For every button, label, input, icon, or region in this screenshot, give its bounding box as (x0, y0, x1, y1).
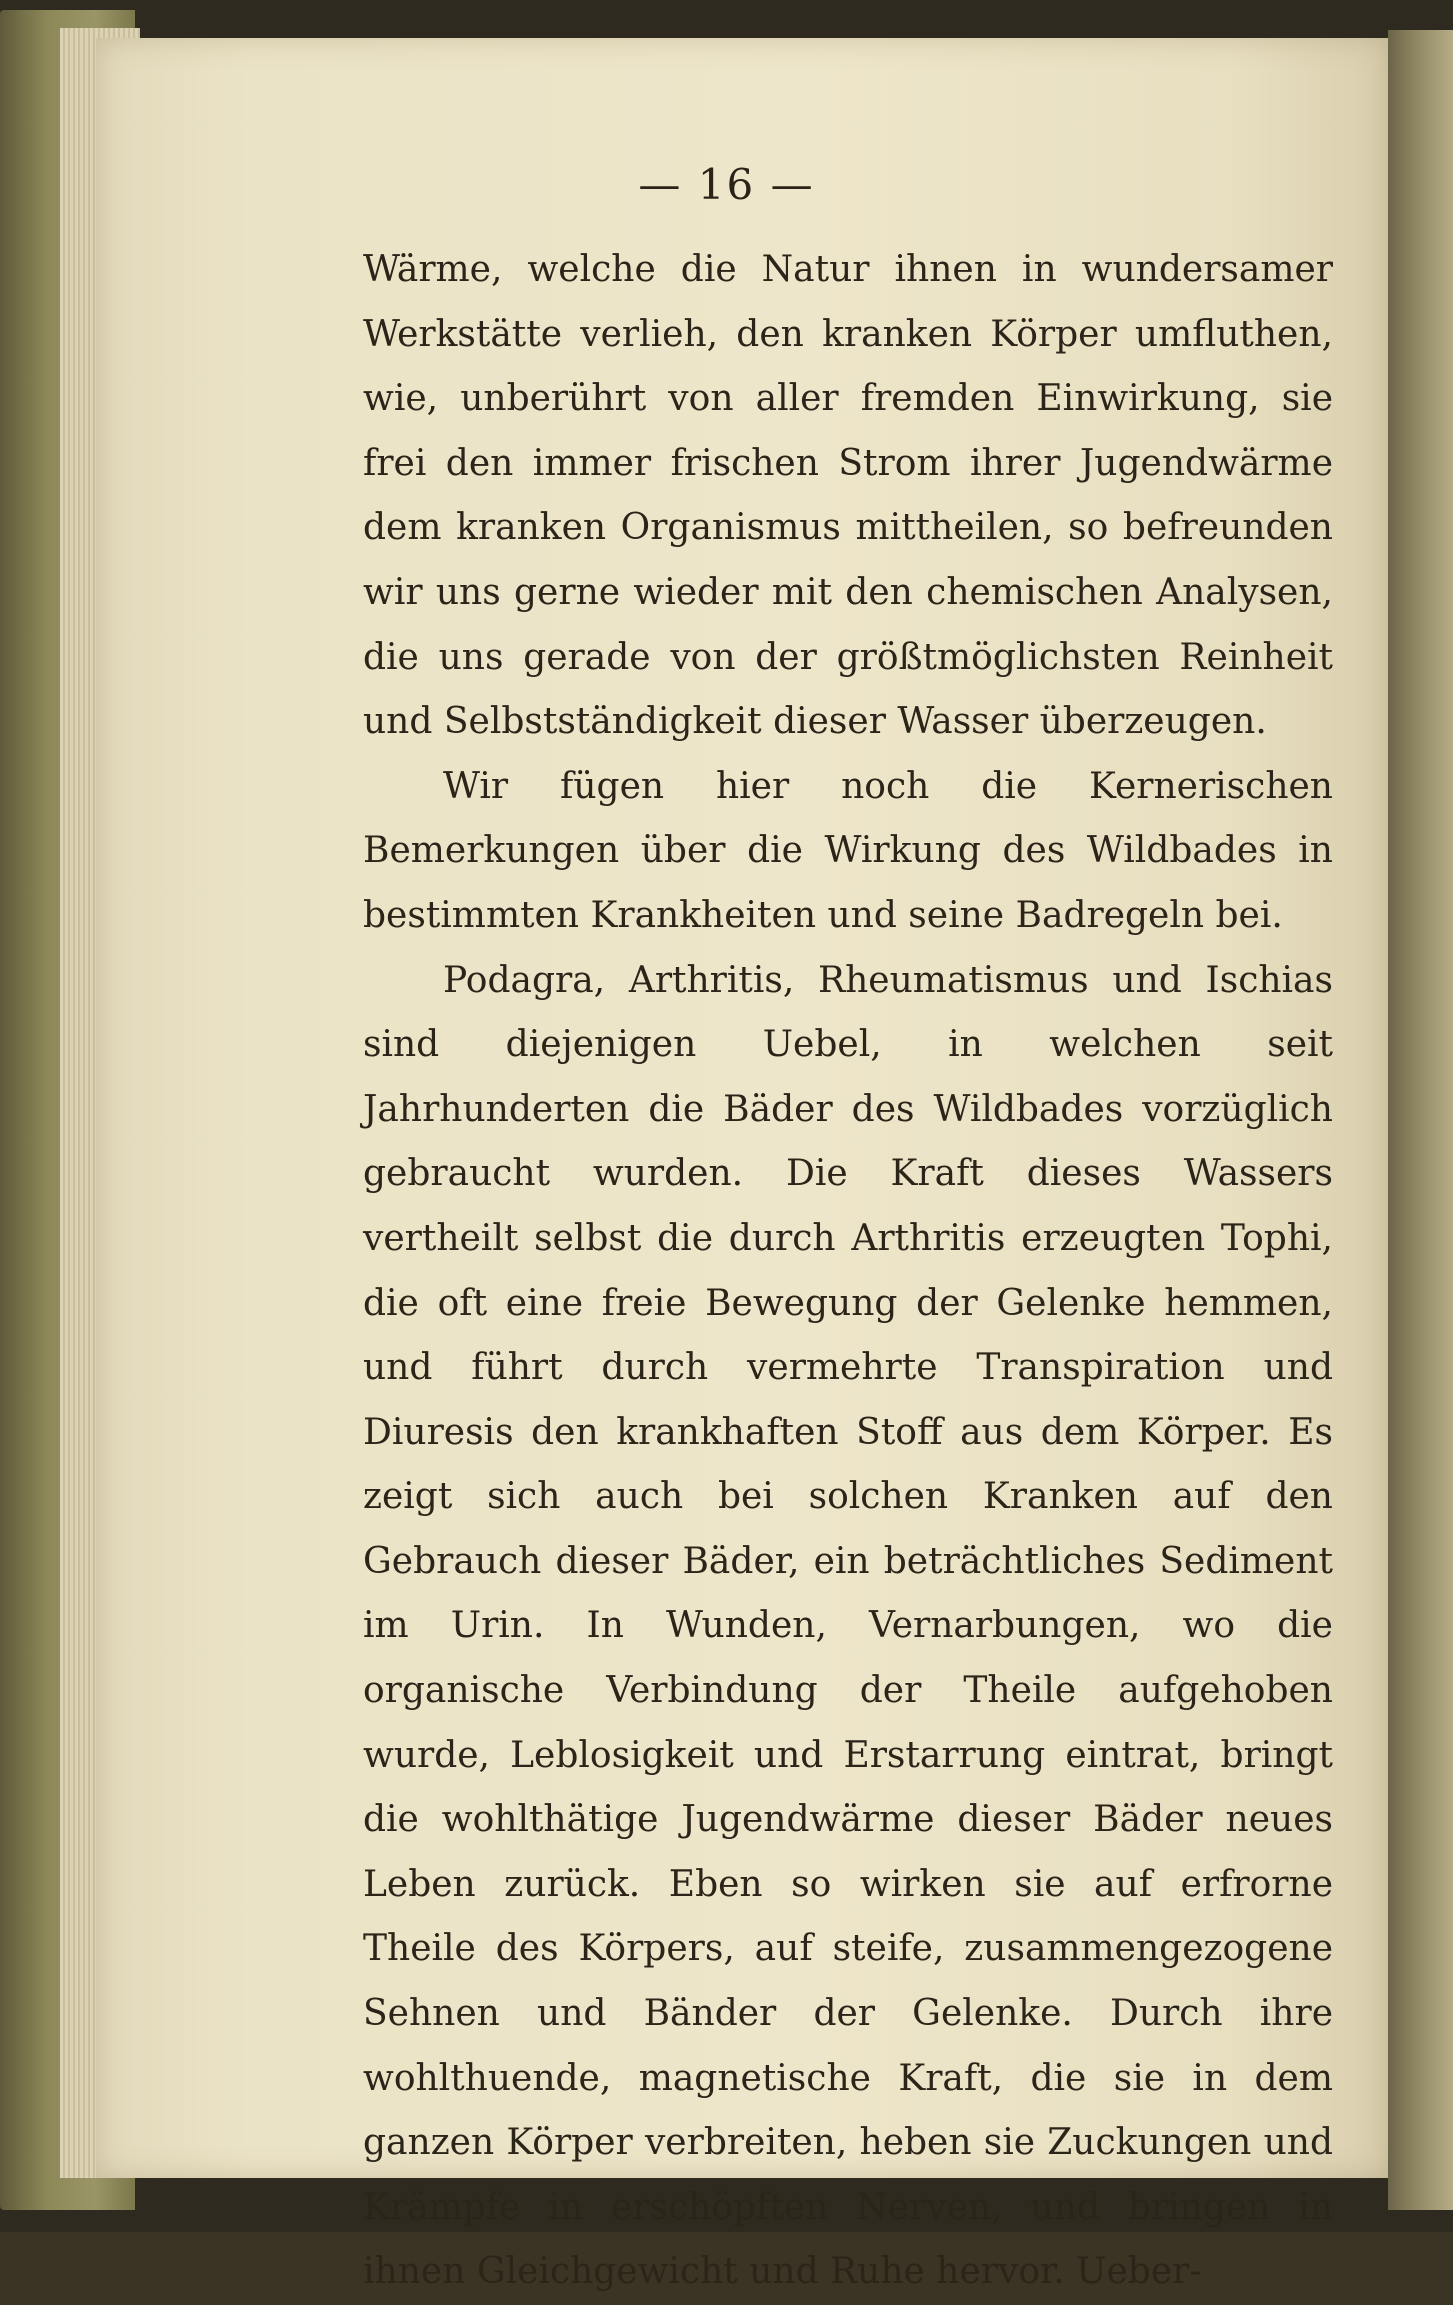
paragraph-3: Podagra, Arthritis, Rheumatismus und Ischias sind diejenigen Uebel, in welchen seit Jahrhunderten die Bäder des Wildbades vorzüglich gebraucht wurden. Die Kraft dieses Wassers vertheilt selbst die durch Arthritis erzeugten Tophi, die oft eine freie Bewegung der Gelenke hemmen, und führt durch vermehrte Transpiration und Diuresis den krankhaften Stoff aus dem Körper. Es zeigt sich auch bei solchen Kranken auf den Gebrauch dieser Bäder, ein beträchtliches Sediment im Urin. In Wunden, Vernarbungen, wo die organische Verbindung der Theile aufgehoben wurde, Leblosigkeit und Erstarrung eintrat, bringt die wohlthätige Jugendwärme dieser Bäder neues Leben zurück. Eben so wirken sie auf erfrorne Theile des Körpers, auf steife, zusammengezogene Sehnen und Bänder der Gelenke. Durch ihre wohlthuende, magnetische Kraft, die sie in dem ganzen Körper verbreiten, heben sie Zuckungen und Krämpfe in erschöpften Nerven, und bringen in ihnen Gleichgewicht und Ruhe hervor. Ueber- (363, 959, 1333, 2293)
next-page-edge (1388, 30, 1453, 2210)
paragraph-1: Wärme, welche die Natur ihnen in wundersamer Werkstätte verlieh, den kranken Körper umfluthen, wie, unberührt von aller fremden Einwirkung, sie frei den immer frischen Strom ihrer Jugendwärme dem kranken Organismus mittheilen, so befreunden wir uns gerne wieder mit den chemischen Analysen, die uns gerade von der größtmöglichsten Reinheit und Selbstständigkeit dieser Wasser überzeugen. (363, 249, 1333, 743)
page-body (363, 238, 1333, 2305)
page-number: — 16 — (638, 160, 815, 209)
paragraph-2: Wir fügen hier noch die Kernerischen Bemerkungen über die Wirkung des Wildbades in bestimmten Krankheiten und seine Badregeln bei. (363, 765, 1333, 936)
